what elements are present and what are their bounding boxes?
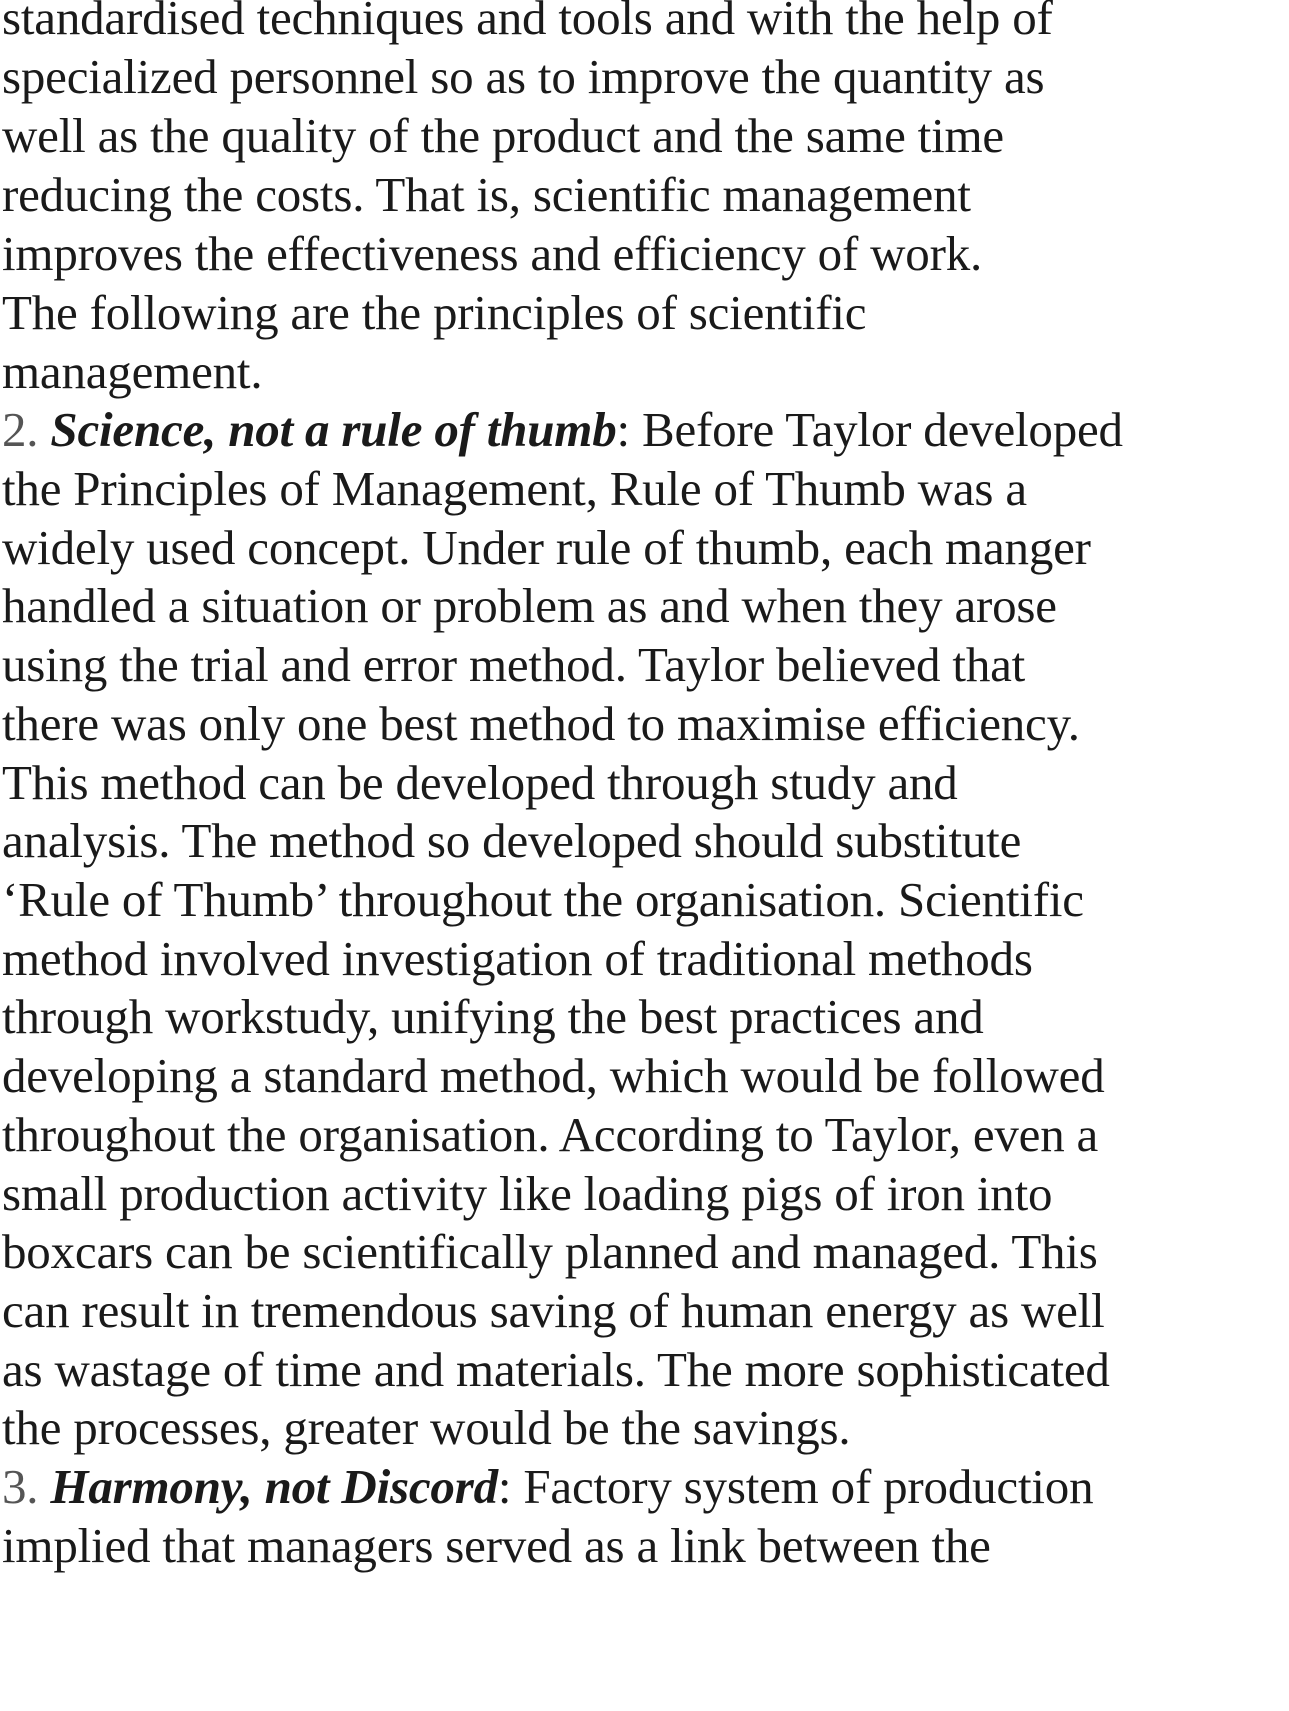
principle-heading: Harmony, not Discord bbox=[50, 1459, 498, 1514]
text-line: throughout the organisation. According to Taylor, even a bbox=[2, 1107, 1099, 1162]
text-line: implied that managers served as a link between the bbox=[2, 1518, 991, 1573]
text-line: ‘Rule of Thumb’ throughout the organisation. Scientific bbox=[2, 872, 1084, 927]
text-line: the Principles of Management, Rule of Thumb was a bbox=[2, 461, 1027, 516]
text-line: can result in tremendous saving of human energy as well bbox=[2, 1283, 1105, 1338]
text-line: there was only one best method to maximise efficiency. bbox=[2, 696, 1080, 751]
text-line: standardised techniques and tools and with the help of bbox=[2, 0, 1053, 45]
principle-heading: Science, not a rule of thumb bbox=[50, 402, 617, 457]
text-line: developing a standard method, which would be followed bbox=[2, 1048, 1105, 1103]
text-line: handled a situation or problem as and when they arose bbox=[2, 578, 1057, 633]
text-line: the processes, greater would be the savings. bbox=[2, 1400, 851, 1455]
principle-2-heading-line bbox=[2, 398, 1123, 462]
text-line: boxcars can be scientifically planned and managed. This bbox=[2, 1224, 1098, 1279]
text-line: widely used concept. Under rule of thumb, each manger bbox=[2, 520, 1091, 575]
principle-text: : Factory system of production bbox=[497, 1459, 1094, 1514]
principle-number: 3. bbox=[2, 1459, 51, 1514]
text-line: This method can be developed through study and bbox=[2, 755, 958, 810]
text-line: improves the effectiveness and efficiency of work. bbox=[2, 226, 983, 281]
text-line: method involved investigation of traditional methods bbox=[2, 931, 1033, 986]
text-line: well as the quality of the product and the same time bbox=[2, 108, 1004, 163]
principle-3-heading-line bbox=[2, 1455, 1093, 1519]
text-line: using the trial and error method. Taylor believed that bbox=[2, 637, 1026, 692]
text-line: reducing the costs. That is, scientific management bbox=[2, 167, 971, 222]
text-line: specialized personnel so as to improve the quantity as bbox=[2, 49, 1045, 104]
text-line: The following are the principles of scientific bbox=[2, 285, 867, 340]
text-line: as wastage of time and materials. The more sophisticated bbox=[2, 1342, 1110, 1397]
principle-number: 2. bbox=[2, 402, 51, 457]
text-line: through workstudy, unifying the best practices and bbox=[2, 989, 984, 1044]
text-line: small production activity like loading pigs of iron into bbox=[2, 1166, 1053, 1221]
principle-text: : Before Taylor developed bbox=[616, 402, 1123, 457]
text-line: analysis. The method so developed should substitute bbox=[2, 813, 1022, 868]
text-line: management. bbox=[2, 344, 263, 399]
